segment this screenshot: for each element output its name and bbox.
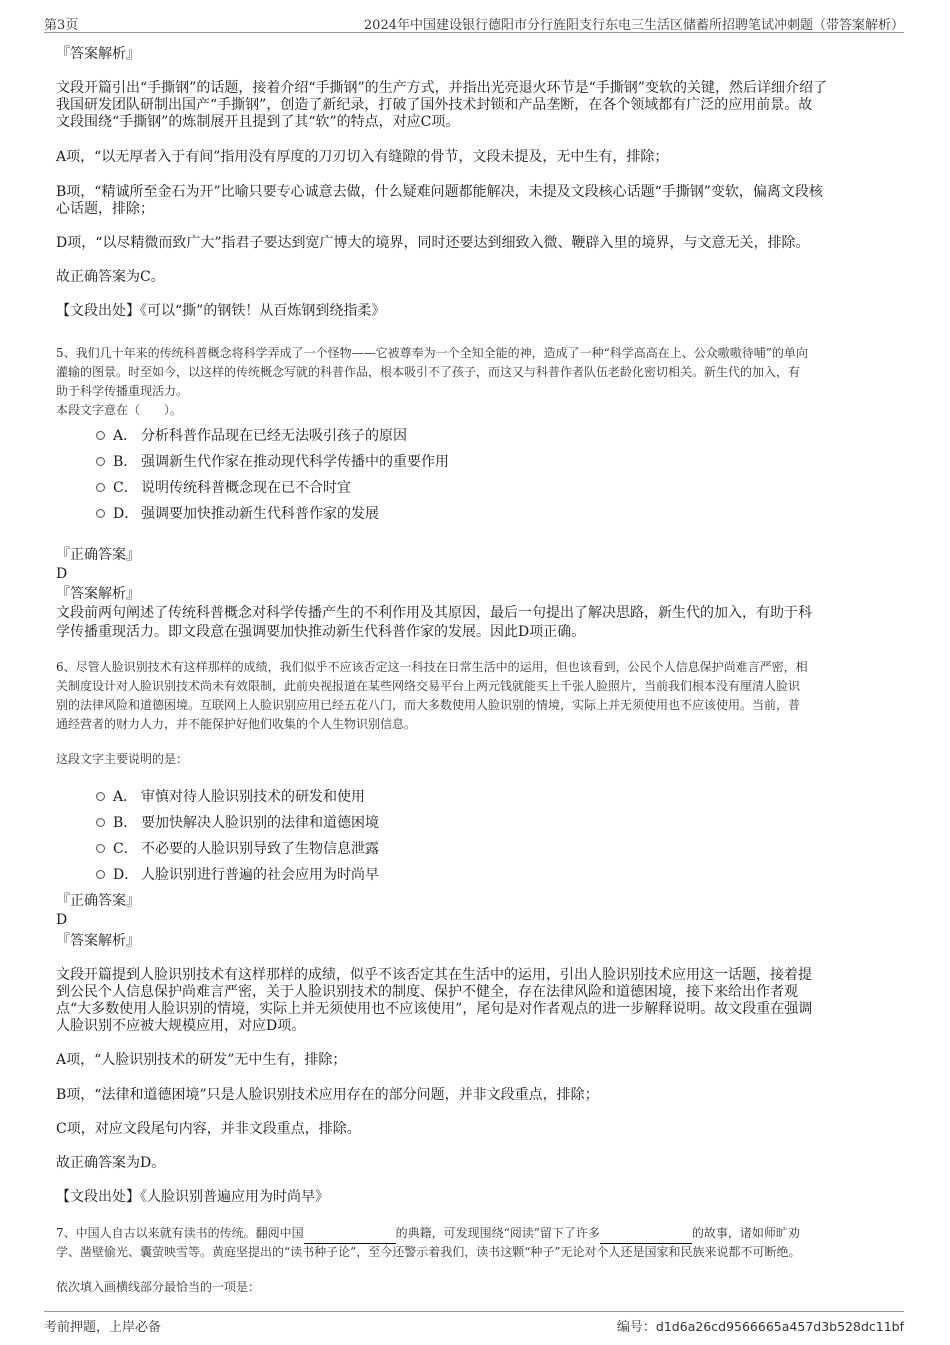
radio-icon[interactable] bbox=[96, 870, 105, 879]
radio-icon[interactable] bbox=[96, 483, 105, 492]
question-6-prompt: 这段文字主要说明的是： bbox=[56, 752, 189, 766]
passage-source: 【文段出处】《人脸识别普遍应用为时尚早》 bbox=[56, 1189, 329, 1205]
question-5-prompt: 本段文字意在（ ）。 bbox=[56, 403, 183, 417]
analysis-label: 『答案解析』 bbox=[56, 933, 140, 949]
page-header bbox=[44, 10, 904, 33]
correct-answer: D bbox=[56, 912, 68, 928]
question-6-line: 6、尽管人脸识别技术有这样那样的成绩，我们似乎不应该否定这一科技在日常生活中的运用，但也该看到，公民个人信息保护尚难言严密，相 bbox=[56, 660, 808, 674]
fill-blank-2[interactable] bbox=[600, 1224, 692, 1244]
question-7-prompt: 依次填入画横线部分最恰当的一项是： bbox=[56, 1280, 261, 1294]
question-5-line: 助于科学传播重现活力。 bbox=[56, 384, 189, 398]
radio-icon[interactable] bbox=[96, 431, 105, 440]
question-6-line: 别的法律风险和道德困境。互联网上人脸识别应用已经五花八门，而大多数使用人脸识别的情境，实际上并无须使用也不应该使用。当前，普 bbox=[56, 698, 801, 712]
analysis-label: 『答案解析』 bbox=[56, 46, 140, 62]
question-5-line: 灌输的图景。时至如今，以这样的传统概念写就的科普作品，根本吸引不了孩子，而这又与科普作者队伍老龄化密切相关。新生代的加入，有 bbox=[56, 365, 801, 379]
option-b-analysis: B项，“精诚所至金石为开”比喻只要专心诚意去做，什么疑难问题都能解决，未提及文段核心话题“手撕钢”变软，偏离文段核 bbox=[56, 184, 823, 200]
q5-option-b[interactable]: B． 强调新生代作家在推动现代科学传播中的重要作用 bbox=[96, 450, 449, 474]
option-a-analysis: A项，“以无厚者入于有间”指用没有厚度的刀刃切入有缝隙的骨节，文段未提及，无中生有，排除； bbox=[56, 149, 669, 165]
question-7-line: 学、凿壁偷光、囊萤映雪等。黄庭坚提出的“读书种子论”，至今还警示着我们，读书这颗“种子”无论对个人还是国家和民族来说都不可断绝。 bbox=[56, 1245, 801, 1259]
question-5-line: 5、我们几十年来的传统科普概念将科学弄成了一个怪物——它被尊奉为一个全知全能的神，造成了一种“科学高高在上、公众嗷嗷待哺”的单向 bbox=[56, 346, 808, 360]
q5-option-a[interactable]: A． 分析科普作品现在已经无法吸引孩子的原因 bbox=[96, 424, 407, 448]
option-d-analysis: D项，“以尽精微而致广大”指君子要达到宽广博大的境界，同时还要达到细致入微、鞭辟入里的境界，与文意无关，排除。 bbox=[56, 235, 810, 251]
page-footer bbox=[44, 1311, 904, 1334]
analysis-line: 学传播重现活力。即文段意在强调要加快推动新生代科普作家的发展。因此D项正确。 bbox=[56, 624, 586, 640]
analysis-line: 文段开篇引出“手撕钢”的话题，接着介绍“手撕钢”的生产方式，并指出光亮退火环节是“手撕钢”变软的关键，然后详细介绍了 bbox=[56, 80, 827, 96]
radio-icon[interactable] bbox=[96, 818, 105, 827]
analysis-line: 文段围绕“手撕钢”的炼制展开且提到了其“软”的特点，对应C项。 bbox=[56, 114, 460, 130]
analysis-line: 到公民个人信息保护尚难言严密，关于人脸识别技术的制度、保护不健全，存在法律风险和道德困境，接下来给出作者观 bbox=[56, 984, 798, 1000]
answer-label: 『正确答案』 bbox=[56, 547, 140, 563]
analysis-label: 『答案解析』 bbox=[56, 586, 140, 602]
option-b-analysis: B项，“法律和道德困境”只是人脸识别技术应用存在的部分问题，并非文段重点，排除； bbox=[56, 1087, 599, 1103]
option-c-analysis: C项，对应文段尾句内容，并非文段重点，排除。 bbox=[56, 1121, 361, 1137]
analysis-line: 人脸识别不应被大规模应用，对应D项。 bbox=[56, 1018, 306, 1034]
passage-source: 【文段出处】《可以“撕”的钢铁！从百炼钢到绕指柔》 bbox=[56, 303, 386, 319]
document-code: 编号：d1d6a26cd9566665a457d3b528dc11bf bbox=[616, 1319, 904, 1335]
q5-option-d[interactable]: D． 强调要加快推动新生代科普作家的发展 bbox=[96, 502, 379, 526]
analysis-line: 点“大多数使用人脸识别的情境，实际上并无须使用也不应该使用”，尾句是对作者观点的进一步解释说明。故文段重在强调 bbox=[56, 1001, 813, 1017]
analysis-line: 文段前两句阐述了传统科普概念对科学传播产生的不利作用及其原因，最后一句提出了解决思路，新生代的加入，有助于科 bbox=[56, 605, 812, 621]
analysis-line: 我国研发团队研制出国产“手撕钢”，创造了新纪录，打破了国外技术封锁和产品垄断，在各个领域都有广泛的应用前景。故 bbox=[56, 97, 813, 113]
q6-option-d[interactable]: D． 人脸识别进行普遍的社会应用为时尚早 bbox=[96, 863, 379, 887]
q6-option-b[interactable]: B． 要加快解决人脸识别的法律和道德困境 bbox=[96, 811, 379, 835]
radio-icon[interactable] bbox=[96, 457, 105, 466]
fill-blank-1[interactable] bbox=[304, 1224, 396, 1244]
answer-label: 『正确答案』 bbox=[56, 893, 140, 909]
conclusion: 故正确答案为C。 bbox=[56, 269, 165, 285]
question-7-line: 7、中国人自古以来就有读书的传统。翻阅中国 的典籍，可发现围绕“阅读”留下了许多 的故事，诸如师旷劝 bbox=[56, 1224, 896, 1244]
option-b-analysis: 心话题，排除； bbox=[56, 201, 154, 217]
correct-answer: D bbox=[56, 566, 68, 582]
radio-icon[interactable] bbox=[96, 844, 105, 853]
radio-icon[interactable] bbox=[96, 792, 105, 801]
option-a-analysis: A项，“人脸识别技术的研发”无中生有，排除； bbox=[56, 1052, 347, 1068]
page-number: 第3页 bbox=[44, 18, 79, 33]
footer-slogan: 考前押题，上岸必备 bbox=[44, 1320, 162, 1335]
document-title: 2024年中国建设银行德阳市分行旌阳支行东电三生活区储蓄所招聘笔试冲刺题（带答案解析） bbox=[363, 18, 904, 33]
conclusion: 故正确答案为D。 bbox=[56, 1155, 166, 1171]
q6-option-c[interactable]: C． 不必要的人脸识别导致了生物信息泄露 bbox=[96, 837, 379, 861]
question-6-line: 通经营者的财力人力，并不能保护好他们收集的个人生物识别信息。 bbox=[56, 717, 417, 731]
q6-option-a[interactable]: A． 审慎对待人脸识别技术的研发和使用 bbox=[96, 785, 365, 809]
q5-option-c[interactable]: C． 说明传统科普概念现在已不合时宜 bbox=[96, 476, 351, 500]
radio-icon[interactable] bbox=[96, 509, 105, 518]
analysis-line: 文段开篇提到人脸识别技术有这样那样的成绩，似乎不该否定其在生活中的运用，引出人脸识别技术应用这一话题，接着提 bbox=[56, 967, 812, 983]
question-6-line: 关制度设计对人脸识别技术尚未有效限制，此前央视报道在某些网络交易平台上两元钱就能买上千张人脸照片，当前我们根本没有厘清人脸识 bbox=[56, 679, 801, 693]
